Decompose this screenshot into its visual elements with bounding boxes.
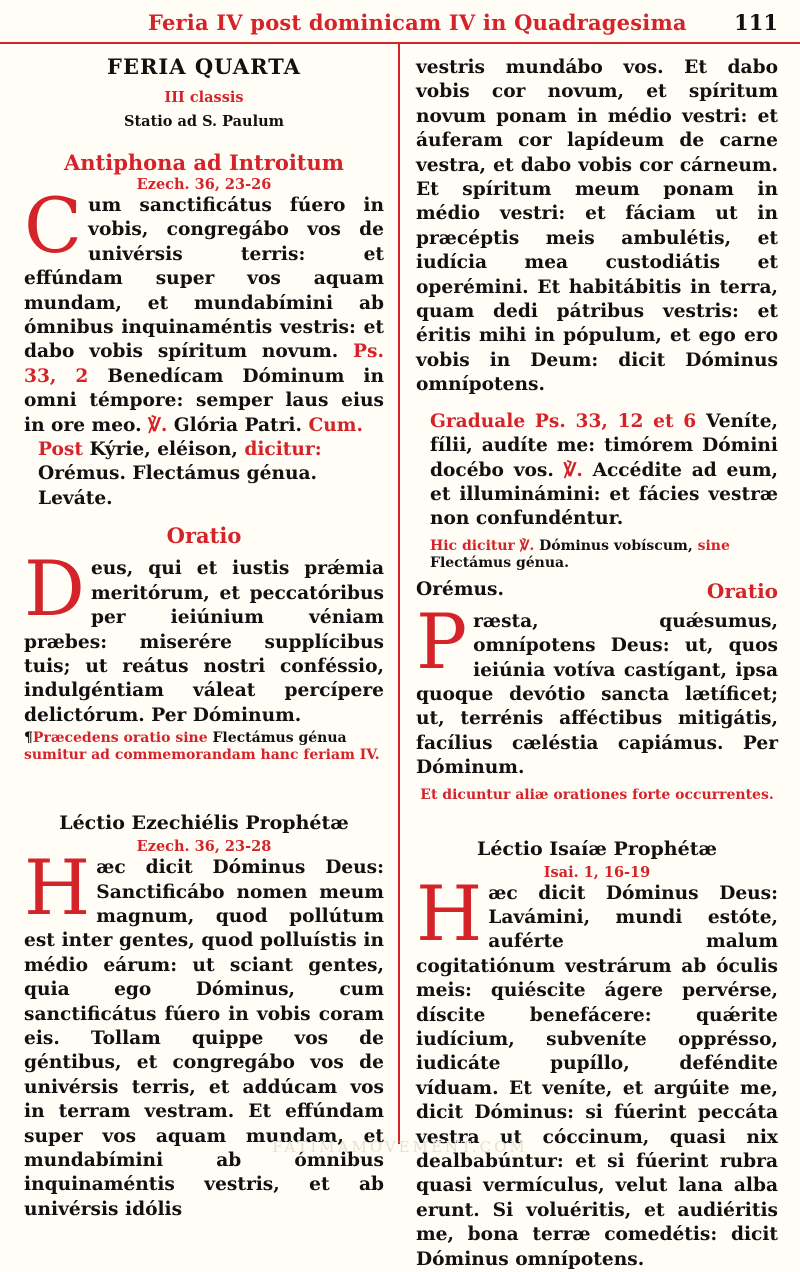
day-heading [24,52,384,132]
oratio-initial-right: P [416,596,468,686]
oremus-row [416,578,778,604]
hic-rubric [416,538,778,572]
introit-initial: C [24,181,83,270]
hic-versicle: ℣. [519,537,535,554]
kyrie-block [24,438,384,511]
levate: Leváte. [38,487,113,509]
oratio-body-right: ræsta, quǽsumus, omnípotens Deus: ut, quos ieiúnia votíva castígant, ipsa quoque devótio sancta lætíficet; ut, terrénis afféctibus mitigátis, facílius cæléstia capiámus. Per Dóminum. [416,610,778,779]
collect-text [24,544,384,728]
rubric-a: Præcedens oratio sine [32,730,208,747]
running-title: Feria IV post dominicam IV in Quadragesima [148,10,687,35]
oremus: Orémus. [416,578,504,600]
gradual [416,410,778,532]
pilcrow: ¶ [24,730,33,747]
column-divider [398,44,400,1144]
cum-repeat: Cum. [308,414,363,436]
dominus-vobiscum: Dóminus vobíscum, [539,537,693,554]
introit-reference: Ezech. 36, 23-26 [136,176,272,193]
gradual-label: Graduale Ps. 33, 12 et 6 [430,410,697,432]
post-rubric: Post [38,439,83,461]
lesson-body-left: æc dicit Dóminus Deus: Sanctificábo nomen meum magnum, quod pollútum est inter gentes, quod polluístis in médio eárum: ut sciant gentes, quia ego Dóminus, cum sanctificátus fúero in vobis coram eis. Tollam quippe vos de géntibus, et congregábo vos de univérsis terris, et addúcam vos in terram vestram. Et effúndam super vos aquam mundam, et mundabímini ab ómnibus inquinaméntis vestris, et ab univérsis idólis [24,857,384,1220]
introit-antiphon: um sanctificátus fúero in vobis, congregábo vos de univérsis terris: et effúndam super vos aquam mundam, et mundabímini ab ómnibus inquinaméntis vestris: et dabo vobis spíritum novum. [24,195,384,363]
rubric-c: sumitur ad commemorandam hanc feriam IV. [24,747,380,764]
introit-psalm-ref: Ps. 33, 2 [24,341,384,387]
lesson-ref-right: Isai. 1, 16-19 [543,863,651,881]
rubric-b: Flectámus génua [212,730,347,747]
lesson-initial-left: H [24,843,91,933]
statio-label: Statio ad S. Paulum [124,113,284,130]
oratio-title-right: Oratio [706,578,778,603]
watermark: FATIMAMOVEMENT.COM [272,1138,528,1156]
oratio-title-left: Oratio [166,523,242,549]
sine: sine [697,537,730,554]
gradual-text-a: Veníte, fílii, audíte me: timórem Dómini docébo vos. [430,410,778,481]
kyrie-text: Kýrie, eléison, [89,439,238,461]
hic-dicitur: Hic dicitur [430,537,515,554]
gradual-versicle-sign: ℣. [563,459,583,481]
flectamus-genua: Flectámus génua. [430,554,569,571]
introit-psalm: Benedícam Dóminum in omni témpore: semper laus eius in ore meo. [24,365,384,436]
left-column [24,52,384,1222]
lesson-continuation: vestris mundábo vos. Et dabo vobis cor novum, et spíritum novum ponam in médio vestri: et áuferam cor lapídeum de carne vestra, et dabo vobis cor cárneum. Et spíritum meum ponam in médio vestri: et fáciam ut in præcéptis meis ambulétis, et iudícia mea custodiátis et operémini. Et habitábitis in terra, quam dedi pátribus vestris: et éritis mihi in pópulum, et ego ero vobis in Deum: dicit Dóminus omnípotens. [416,57,778,396]
page-header [0,0,800,44]
lesson-title-left: Léctio Ezechiélis Prophétæ [59,812,349,835]
gradual-text-b: Accédite ad eum, et illuminámini: et fácies vestræ non confundéntur. [430,459,778,530]
collect-rubric [24,730,384,764]
oremus-flectamus: Orémus. Flectámus génua. [38,463,318,485]
collect-body: eus, qui et iustis prǽmia meritórum, et peccatóribus per ieiúnium véniam præbes: miserére supplícibus tuis; ut reátus nostri conféssio, indulgéntiam váleat percípere delictórum. Per Dóminum. [24,558,384,726]
lesson-body-right: æc dicit Dóminus Deus: Lavámini, mundi estóte, auférte malum cogitatiónum vestrárum ab óculis meis: quiéscite ágere pervérse, díscite benefácere: quǽrite iudícium, subveníte opprésso, iudicáte pupíllo, deféndite víduam. Et veníte, et argúite me, dicit Dóminus: si fúerint peccáta vestra ut cóccinum, quasi nix dealbabúntur: et si fúerint rubra quasi vermículus, velut lana alba erunt. Si voluéritis, et audiéritis me, bona terræ comedétis: dicit Dóminus omnípotens. [416,882,778,1270]
gloria-patri: Glória Patri. [173,414,302,436]
introit-title: Antiphona ad Introitum [63,150,344,175]
collect-initial: D [24,544,85,634]
lesson-title-right: Léctio Isaíæ Prophétæ [476,837,717,860]
right-column [416,56,778,1272]
lesson-initial-right: H [416,868,483,958]
versicle-sign: ℣. [148,414,168,436]
alia-rubric: Et dicuntur aliæ orationes forte occurrentes. [420,786,774,803]
class-label: III classis [164,89,244,106]
lesson-ref-left: Ezech. 36, 23-28 [136,838,272,856]
oratio-text-right [416,596,778,781]
day-title: FERIA QUARTA [107,54,301,79]
dicitur-rubric: dicitur: [244,439,322,461]
page-number: 111 [734,10,778,35]
